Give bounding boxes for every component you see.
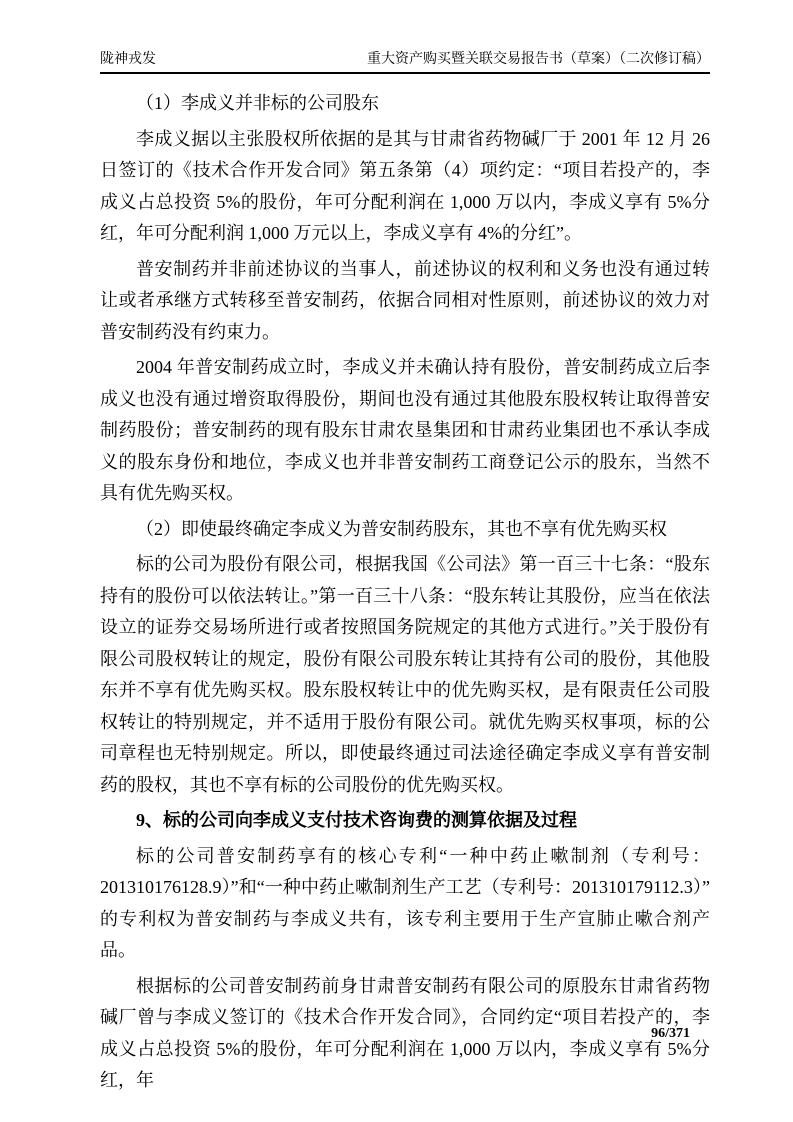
- page-header: [100, 50, 710, 74]
- header-company-name: 陇神戎发: [100, 52, 156, 67]
- section-heading: 9、标的公司向李成义支付技术咨询费的测算依据及过程: [136, 810, 577, 830]
- paragraph: 普安制药并非前述协议的当事人，前述协议的权利和义务也没有通过转让或者承继方式转移至普安制药，依据合同相对性原则，前述协议的效力对普安制药没有约束力。: [100, 258, 710, 342]
- header-report-title: 重大资产购买暨关联交易报告书（草案）（二次修订稿）: [367, 52, 710, 67]
- paragraph: 标的公司为股份有限公司，根据我国《公司法》第一百三十七条：“股东持有的股份可以依法转让。”第一百三十八条：“股东转让其股份，应当在依法设立的证券交易场所进行或者按照国务院规定的其他方式进行。”关于股份有限公司股权转让的规定，股份有限公司股东转让其持有公司的股份，其他股东并不享有优先购买权。股东股权转让中的优先购买权，是有限责任公司股权转让的特别规定，并不适用于股份有限公司。就优先购买权事项，标的公司章程也无特别规定。所以，即使最终通过司法途径确定李成义享有普安制药的股权，其也不享有标的公司股份的优先购买权。: [100, 554, 710, 795]
- paragraph: 标的公司普安制药享有的核心专利“一种中药止嗽制剂（专利号：201310176128.9）”和“一种中药止嗽制剂生产工艺（专利号：201310179112.3）”的专利权为普安制药与李成义共有，该专利主要用于生产宣肺止嗽合剂产品。: [100, 845, 710, 960]
- section-subheading: （1）李成义并非标的公司股东: [136, 93, 379, 113]
- paragraph: 李成义据以主张股权所依据的是其与甘肃省药物碱厂于 2001 年 12 月 26 日签订的《技术合作开发合同》第五条第（4）项约定：“项目若投产的，李成义占总投资 5%的股份，年可分配利润在 1,000 万以内，李成义享有 5%分红，年可分配利润 1,000 万元以上，李成义享有 4%的分红”。: [100, 128, 710, 243]
- section-subheading: （2）即使最终确定李成义为普安制药股东，其也不享有优先购买权: [136, 518, 667, 539]
- document-body: [100, 88, 710, 1101]
- page-number: 96/371: [651, 1026, 690, 1041]
- paragraph: 根据标的公司普安制药前身甘肃普安制药有限公司的原股东甘肃省药物碱厂曾与李成义签订的《技术合作开发合同》，合同约定“项目若投产的，李成义占总投资 5%的股份，年可分配利润在 1,000 万以内，李成义享有 5%分红，年: [100, 975, 710, 1090]
- paragraph: 2004 年普安制药成立时，李成义并未确认持有股份，普安制药成立后李成义也没有通过增资取得股份，期间也没有通过其他股东股权转让取得普安制药股份；普安制药的现有股东甘肃农垦集团和甘肃药业集团也不承认李成义的股东身份和地位，李成义也并非普安制药工商登记公示的股东，当然不具有优先购买权。: [100, 357, 710, 503]
